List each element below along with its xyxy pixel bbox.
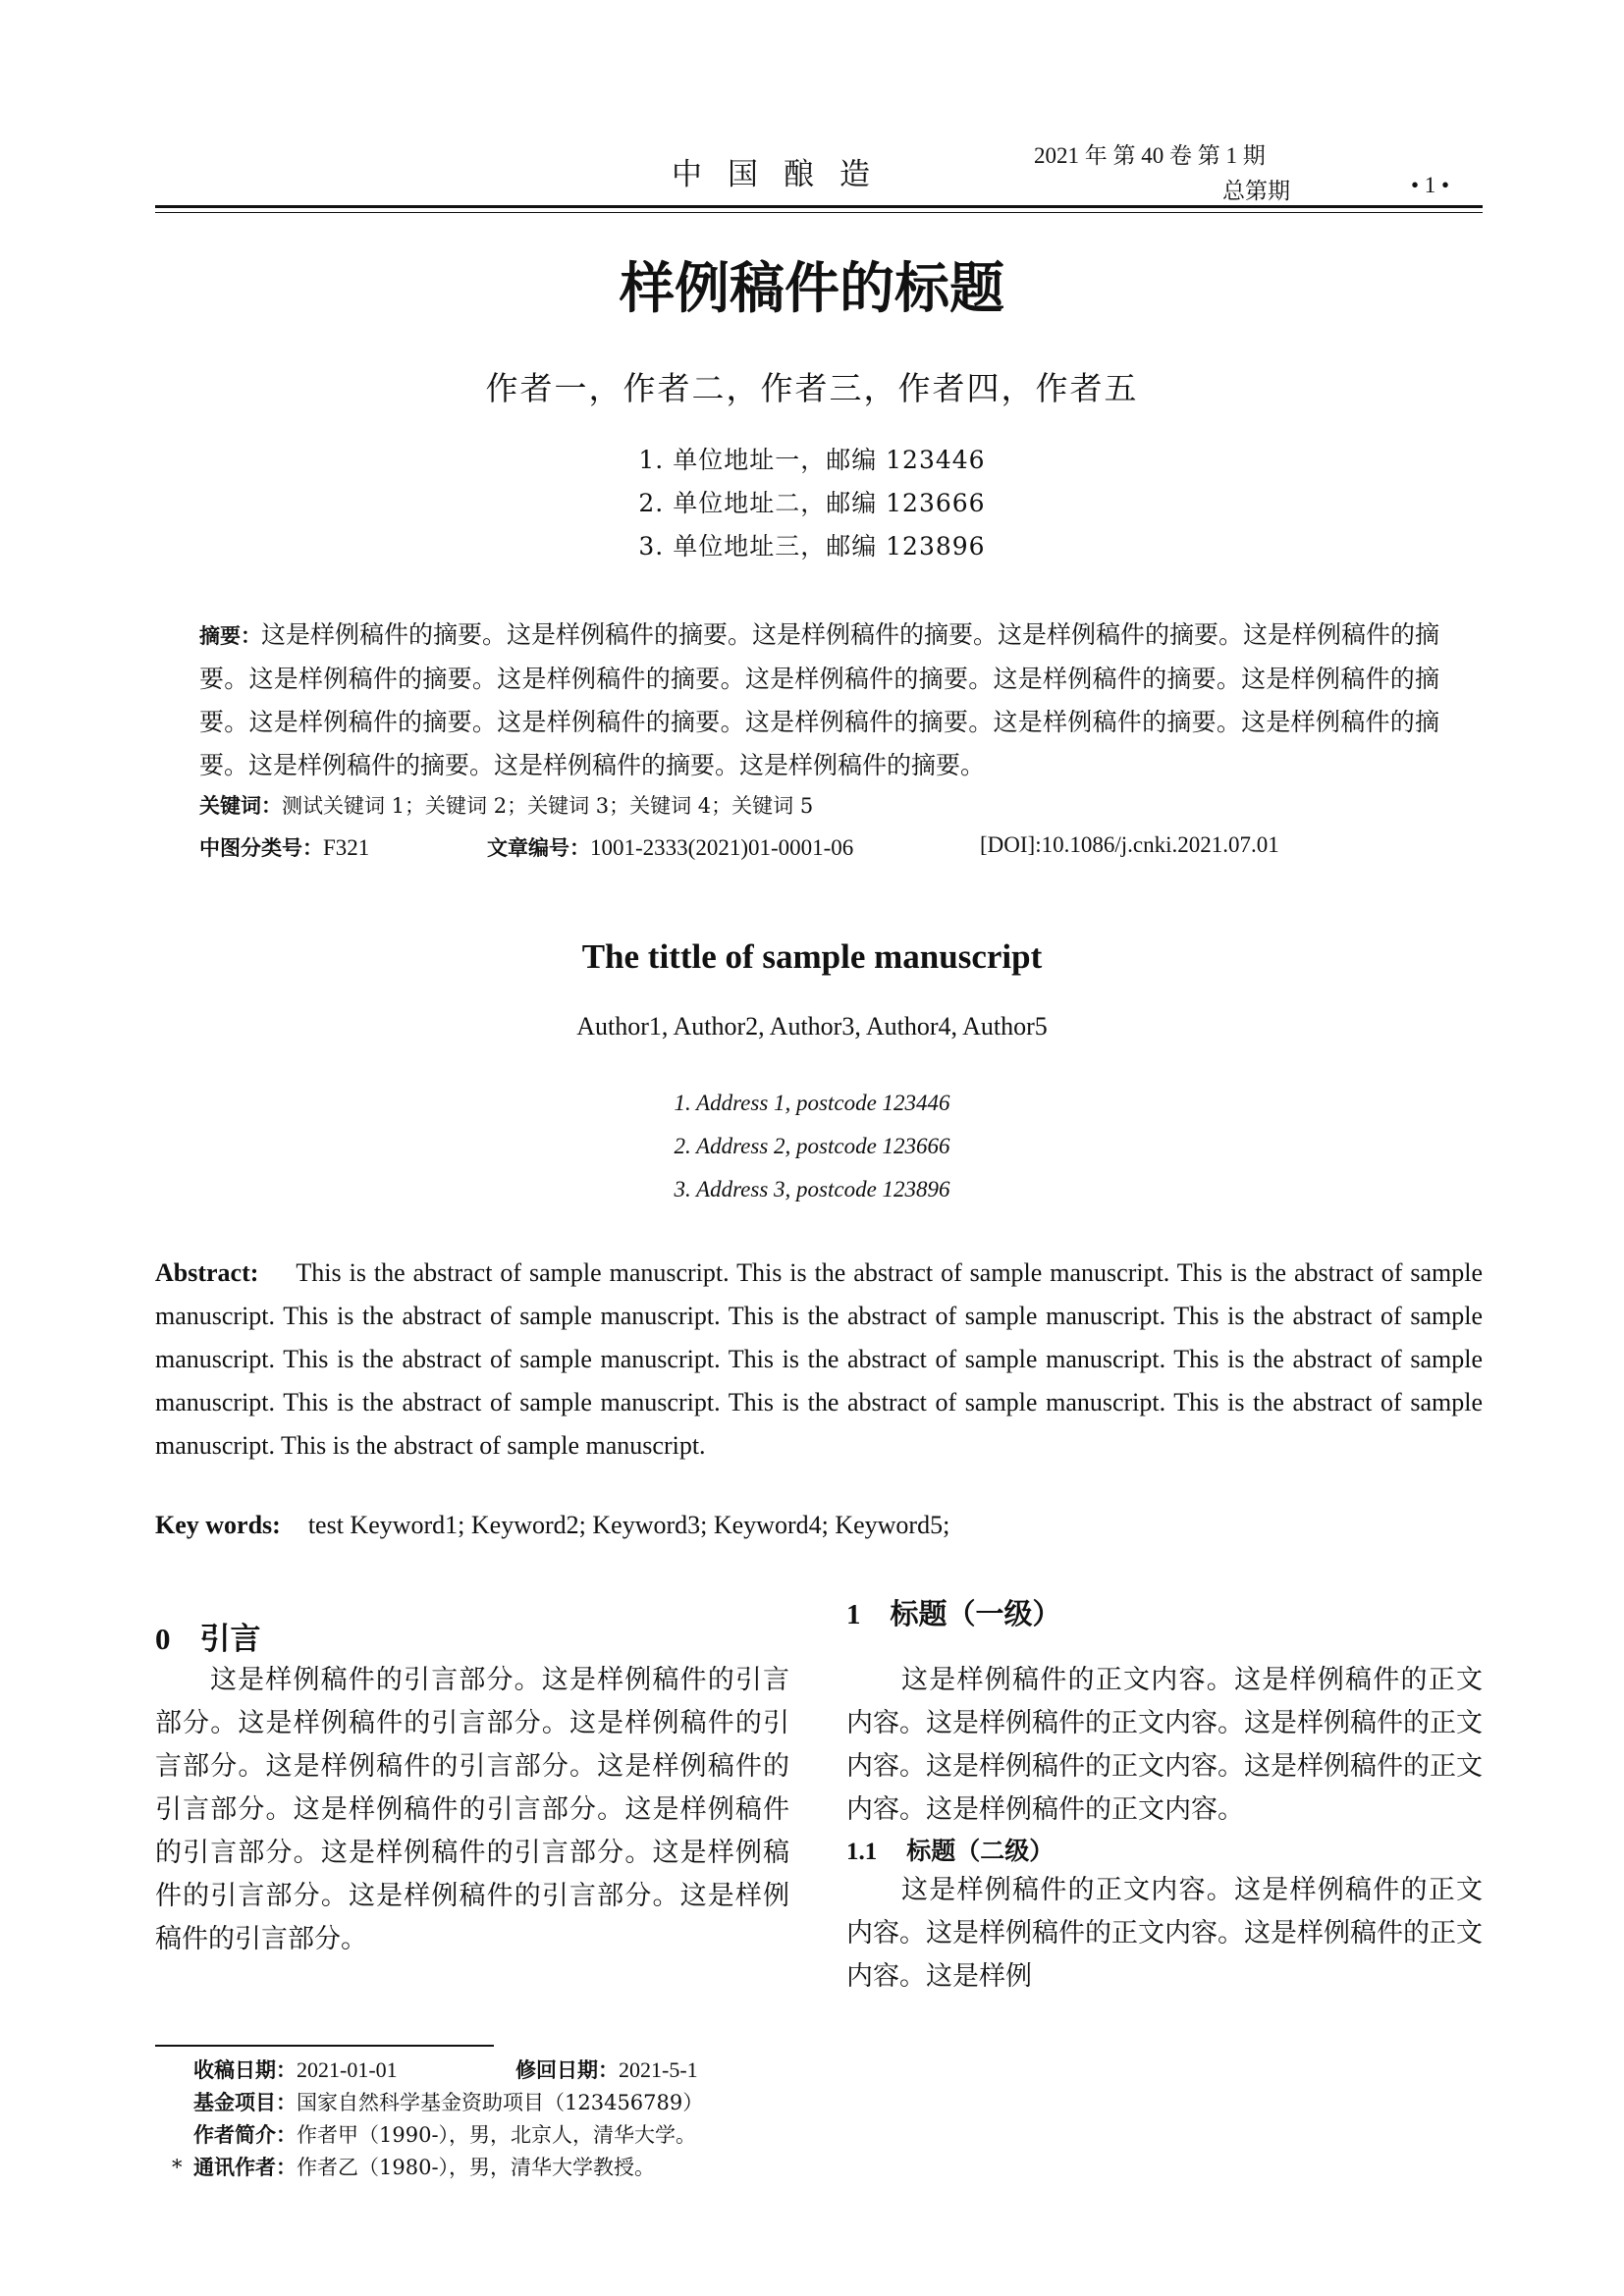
en-keywords-label: Key words: [155, 1511, 281, 1539]
cn-keywords [199, 790, 813, 820]
cn-address: 2. 单位地址二，邮编 123666 [638, 489, 986, 517]
header-rule-thin [155, 212, 1483, 213]
cn-abstract-text: 这是样例稿件的摘要。这是样例稿件的摘要。这是样例稿件的摘要。这是样例稿件的摘要。这是样例稿件的摘要。这是样例稿件的摘要。这是样例稿件的摘要。这是样例稿件的摘要。这是样例稿件的摘要。这是样例稿件的摘要。这是样例稿件的摘要。这是样例稿件的摘要。这是样例稿件的摘要。这是样例稿件的摘要。这是样例稿件的摘要。这是样例稿件的摘要。这是样例稿件的摘要。这是样例稿件的摘要。 [199, 620, 1440, 779]
cn-keywords-text: 测试关键词 1；关键词 2；关键词 3；关键词 4；关键词 5 [282, 794, 814, 818]
received-label: 收稿日期： [193, 2058, 297, 2082]
section-number: 1 [846, 1599, 861, 1630]
cn-address: 3. 单位地址三，邮编 123896 [638, 532, 986, 561]
received-value: 2021-01-01 [297, 2057, 398, 2082]
issue-info: 2021 年 第 40 卷 第 1 期 [1034, 143, 1266, 168]
footnote-corresponding [172, 2152, 703, 2184]
footnote-dates [193, 2054, 703, 2087]
journal-name: 中国酿造 [672, 157, 895, 192]
footnote-fund [193, 2087, 703, 2119]
subsection-1-1-body: 这是样例稿件的正文内容。这是样例稿件的正文内容。这是样例稿件的正文内容。这是样例稿件的正文内容。这是样例 [846, 1875, 1483, 1992]
cn-abstract [199, 614, 1439, 787]
revised-label: 修回日期： [515, 2058, 619, 2082]
en-keywords-text: test Keyword1; Keyword2; Keyword3; Keyword4; Keyword5; [307, 1511, 950, 1539]
section-number: 0 [155, 1622, 171, 1656]
cn-keywords-label: 关键词： [199, 794, 282, 818]
en-address: 2. Address 2, postcode 123666 [674, 1134, 950, 1158]
class-label: 中图分类号： [199, 836, 323, 860]
cn-authors: 作者一，作者二，作者三，作者四，作者五 [485, 369, 1139, 407]
en-addresses [0, 1082, 1624, 1211]
en-authors: Author1, Author2, Author3, Author4, Author5 [576, 1012, 1048, 1041]
subsection-title: 标题（二级） [906, 1837, 1055, 1865]
classification-number [199, 832, 369, 862]
footnotes [172, 2054, 704, 2184]
en-abstract-text: This is the abstract of sample manuscript. This is the abstract of sample manuscript. This is the abstract of sample manuscript. This is the abstract of sample manuscript. This is the abstract of sample manuscript. This is the abstract of sample manuscript. This is the abstract of sample manuscript. This is the abstract of sample manuscript. This is the abstract of sample manuscript. This is the abstract of sample manuscript. This is the abstract of sample manuscript. This is the abstract of sample manuscript. This is the abstract of sample manuscript. [155, 1258, 1483, 1460]
revised-value: 2021-5-1 [619, 2057, 698, 2082]
cn-addresses [0, 439, 1624, 568]
fund-label: 基金项目： [193, 2091, 297, 2114]
corr-label: 通讯作者： [193, 2156, 297, 2179]
page-number: • 1 • [1411, 173, 1450, 197]
footnote-rule [155, 2045, 494, 2047]
section-heading-0 [155, 1614, 261, 1658]
section-heading-1 [846, 1592, 1061, 1632]
cn-address: 1. 单位地址一，邮编 123446 [638, 446, 986, 474]
article-no-label: 文章编号： [487, 836, 590, 860]
total-issue: 总第期 [1222, 179, 1290, 204]
section-title: 标题（一级） [890, 1597, 1061, 1630]
en-abstract [155, 1252, 1483, 1468]
cn-abstract-label: 摘要： [199, 624, 261, 648]
class-value: F321 [323, 835, 370, 860]
section-title: 引言 [199, 1622, 261, 1657]
en-abstract-label: Abstract: [155, 1258, 259, 1287]
article-number [487, 832, 853, 862]
subsection-number: 1.1 [846, 1839, 878, 1865]
bio-value: 作者甲（1990-），男，北京人，清华大学。 [297, 2123, 697, 2147]
doi: [DOI]:10.1086/j.cnki.2021.07.01 [980, 832, 1279, 857]
bio-label: 作者简介： [193, 2123, 297, 2147]
corr-value: 作者乙（1980-），男，清华大学教授。 [297, 2156, 656, 2179]
revised-date [515, 2054, 698, 2087]
section-0-body: 这是样例稿件的引言部分。这是样例稿件的引言部分。这是样例稿件的引言部分。这是样例稿件的引言部分。这是样例稿件的引言部分。这是样例稿件的引言部分。这是样例稿件的引言部分。这是样例稿件的引言部分。这是样例稿件的引言部分。这是样例稿件的引言部分。这是样例稿件的引言部分。这是样例稿件的引言部分。 [155, 1665, 789, 1954]
en-title: The tittle of sample manuscript [581, 937, 1043, 976]
fund-value: 国家自然科学基金资助项目（123456789） [297, 2091, 704, 2114]
en-address: 3. Address 3, postcode 123896 [674, 1177, 950, 1201]
asterisk-marker: * [172, 2156, 183, 2179]
article-no-value: 1001-2333(2021)01-0001-06 [590, 835, 854, 860]
section-1-body: 这是样例稿件的正文内容。这是样例稿件的正文内容。这是样例稿件的正文内容。这是样例稿件的正文内容。这是样例稿件的正文内容。这是样例稿件的正文内容。这是样例稿件的正文内容。 [846, 1665, 1483, 1825]
cn-title: 样例稿件的标题 [620, 257, 1004, 321]
en-keywords [155, 1511, 949, 1540]
header-rule [155, 205, 1483, 208]
footnote-bio [193, 2119, 703, 2152]
en-address: 1. Address 1, postcode 123446 [674, 1091, 950, 1115]
subsection-heading-1-1 [846, 1832, 1054, 1867]
